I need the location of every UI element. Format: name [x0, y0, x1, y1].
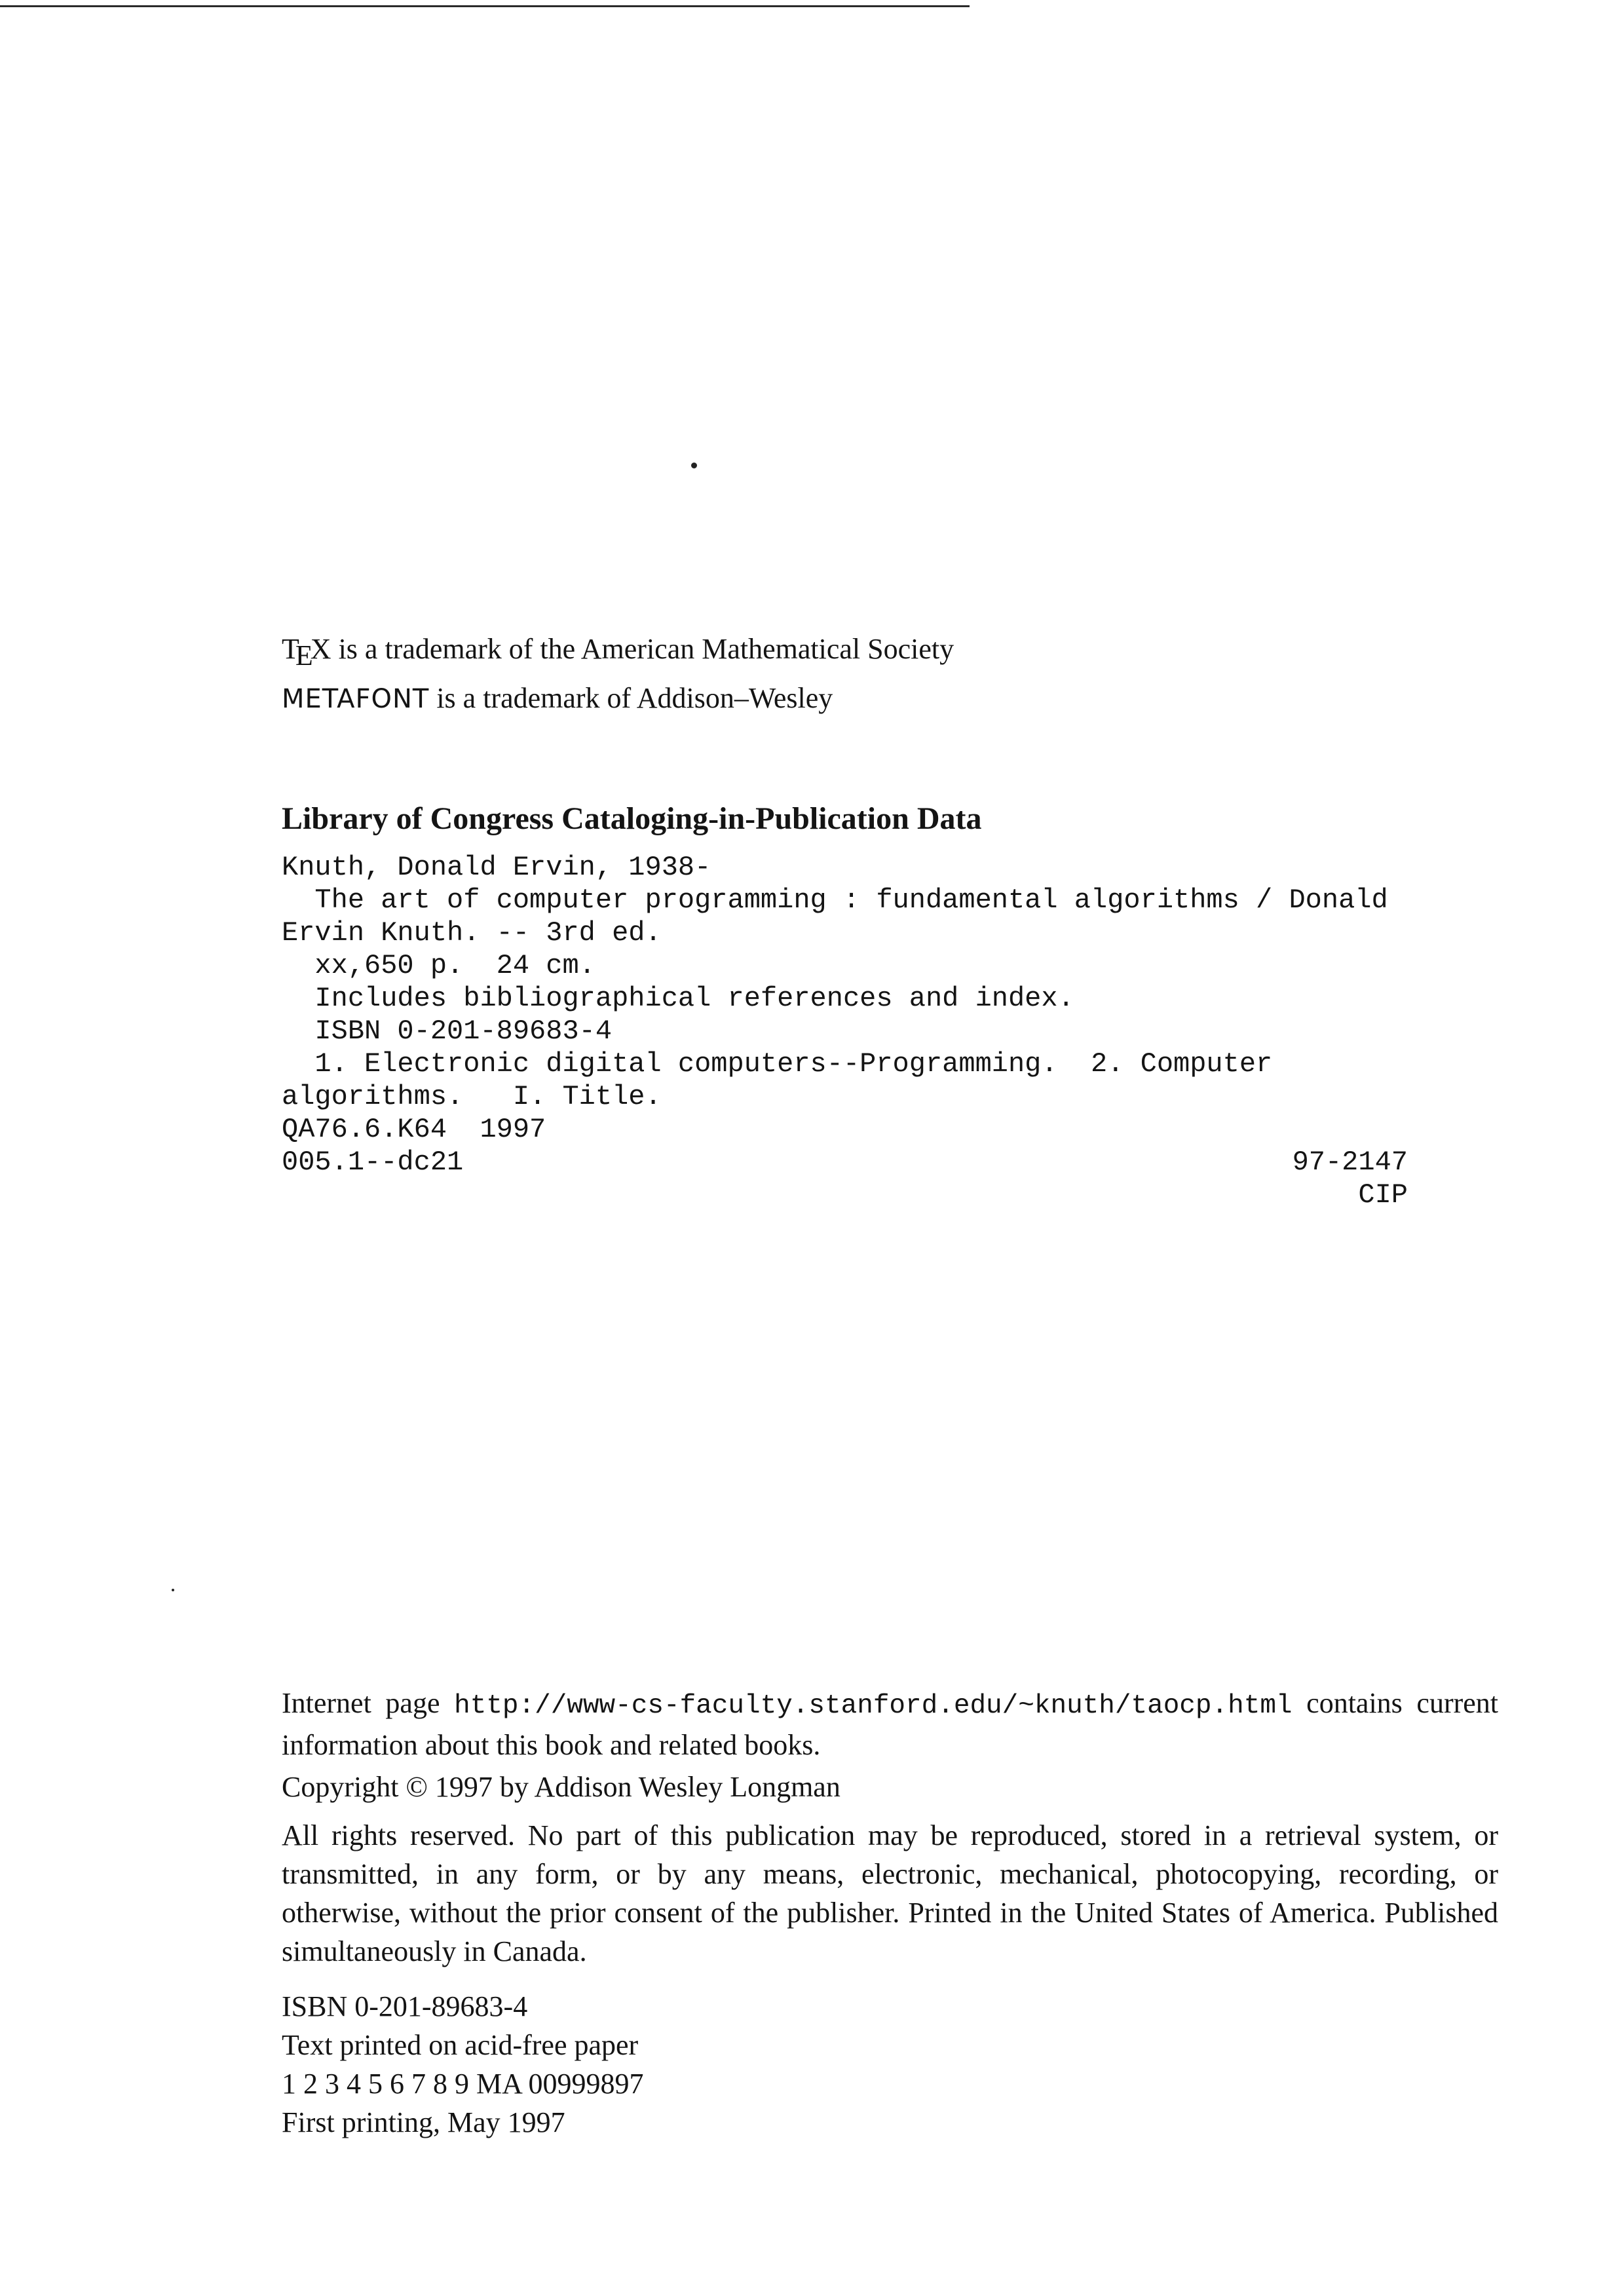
cip-line: xx,650 p. 24 cm.: [282, 950, 595, 981]
tex-trademark-text: is a trademark of the American Mathematical Society: [331, 633, 954, 665]
scan-speck: [691, 463, 697, 468]
top-rule: [0, 5, 970, 7]
internet-prefix: Internet page: [282, 1687, 455, 1719]
cip-line: algorithms. I. Title.: [282, 1081, 662, 1112]
cip-line: Includes bibliographical references and index.: [282, 983, 1074, 1014]
cip-heading: Library of Congress Cataloging-in-Publication Data: [282, 801, 982, 836]
metafont-logo: METAFONT: [282, 684, 430, 714]
cip-line: Knuth, Donald Ervin, 1938-: [282, 852, 711, 883]
cip-line: Ervin Knuth. -- 3rd ed.: [282, 917, 662, 949]
cip-line: The art of computer programming : fundamental algorithms / Donald: [282, 884, 1388, 916]
cip-line: QA76.6.K64 1997: [282, 1114, 546, 1145]
metafont-trademark-text: is a trademark of Addison–Wesley: [429, 682, 833, 714]
printing-line: First printing, May 1997: [282, 2106, 565, 2138]
tex-trademark: [282, 632, 954, 672]
cip-line: ISBN 0-201-89683-4: [282, 1015, 613, 1047]
scan-speck: [172, 1589, 174, 1591]
cip-line: 1. Electronic digital computers--Programming. 2. Computer: [282, 1048, 1273, 1080]
metafont-trademark: [282, 681, 833, 715]
internet-suffix: contains current information about this book and related books.: [282, 1687, 1499, 1761]
printing-line: ISBN 0-201-89683-4: [282, 1990, 528, 2022]
tex-logo: TEX: [282, 633, 331, 672]
printing-line: 1 2 3 4 5 6 7 8 9 MA 00999897: [282, 2068, 644, 2100]
internet-url: http://www-cs-faculty.stanford.edu/~knuth/taocp.html: [454, 1691, 1293, 1721]
cip-label: CIP: [1358, 1179, 1408, 1211]
internet-paragraph: [282, 1684, 1498, 1764]
lccn-number: 97-2147: [1292, 1146, 1408, 1178]
printing-line: Text printed on acid-free paper: [282, 2029, 639, 2061]
cip-line: 005.1--dc21: [282, 1146, 464, 1178]
rights-paragraph: All rights reserved. No part of this publication may be reproduced, stored in a retrieval system, or transmitted, in any form, or by any means, electronic, mechanical, photocopying, recording, or otherwise, without the prior consent of the publisher. Printed in the United States of America. Published simultaneously in Canada.: [282, 1819, 1498, 1967]
copyright-line: Copyright © 1997 by Addison Wesley Longman: [282, 1771, 840, 1803]
